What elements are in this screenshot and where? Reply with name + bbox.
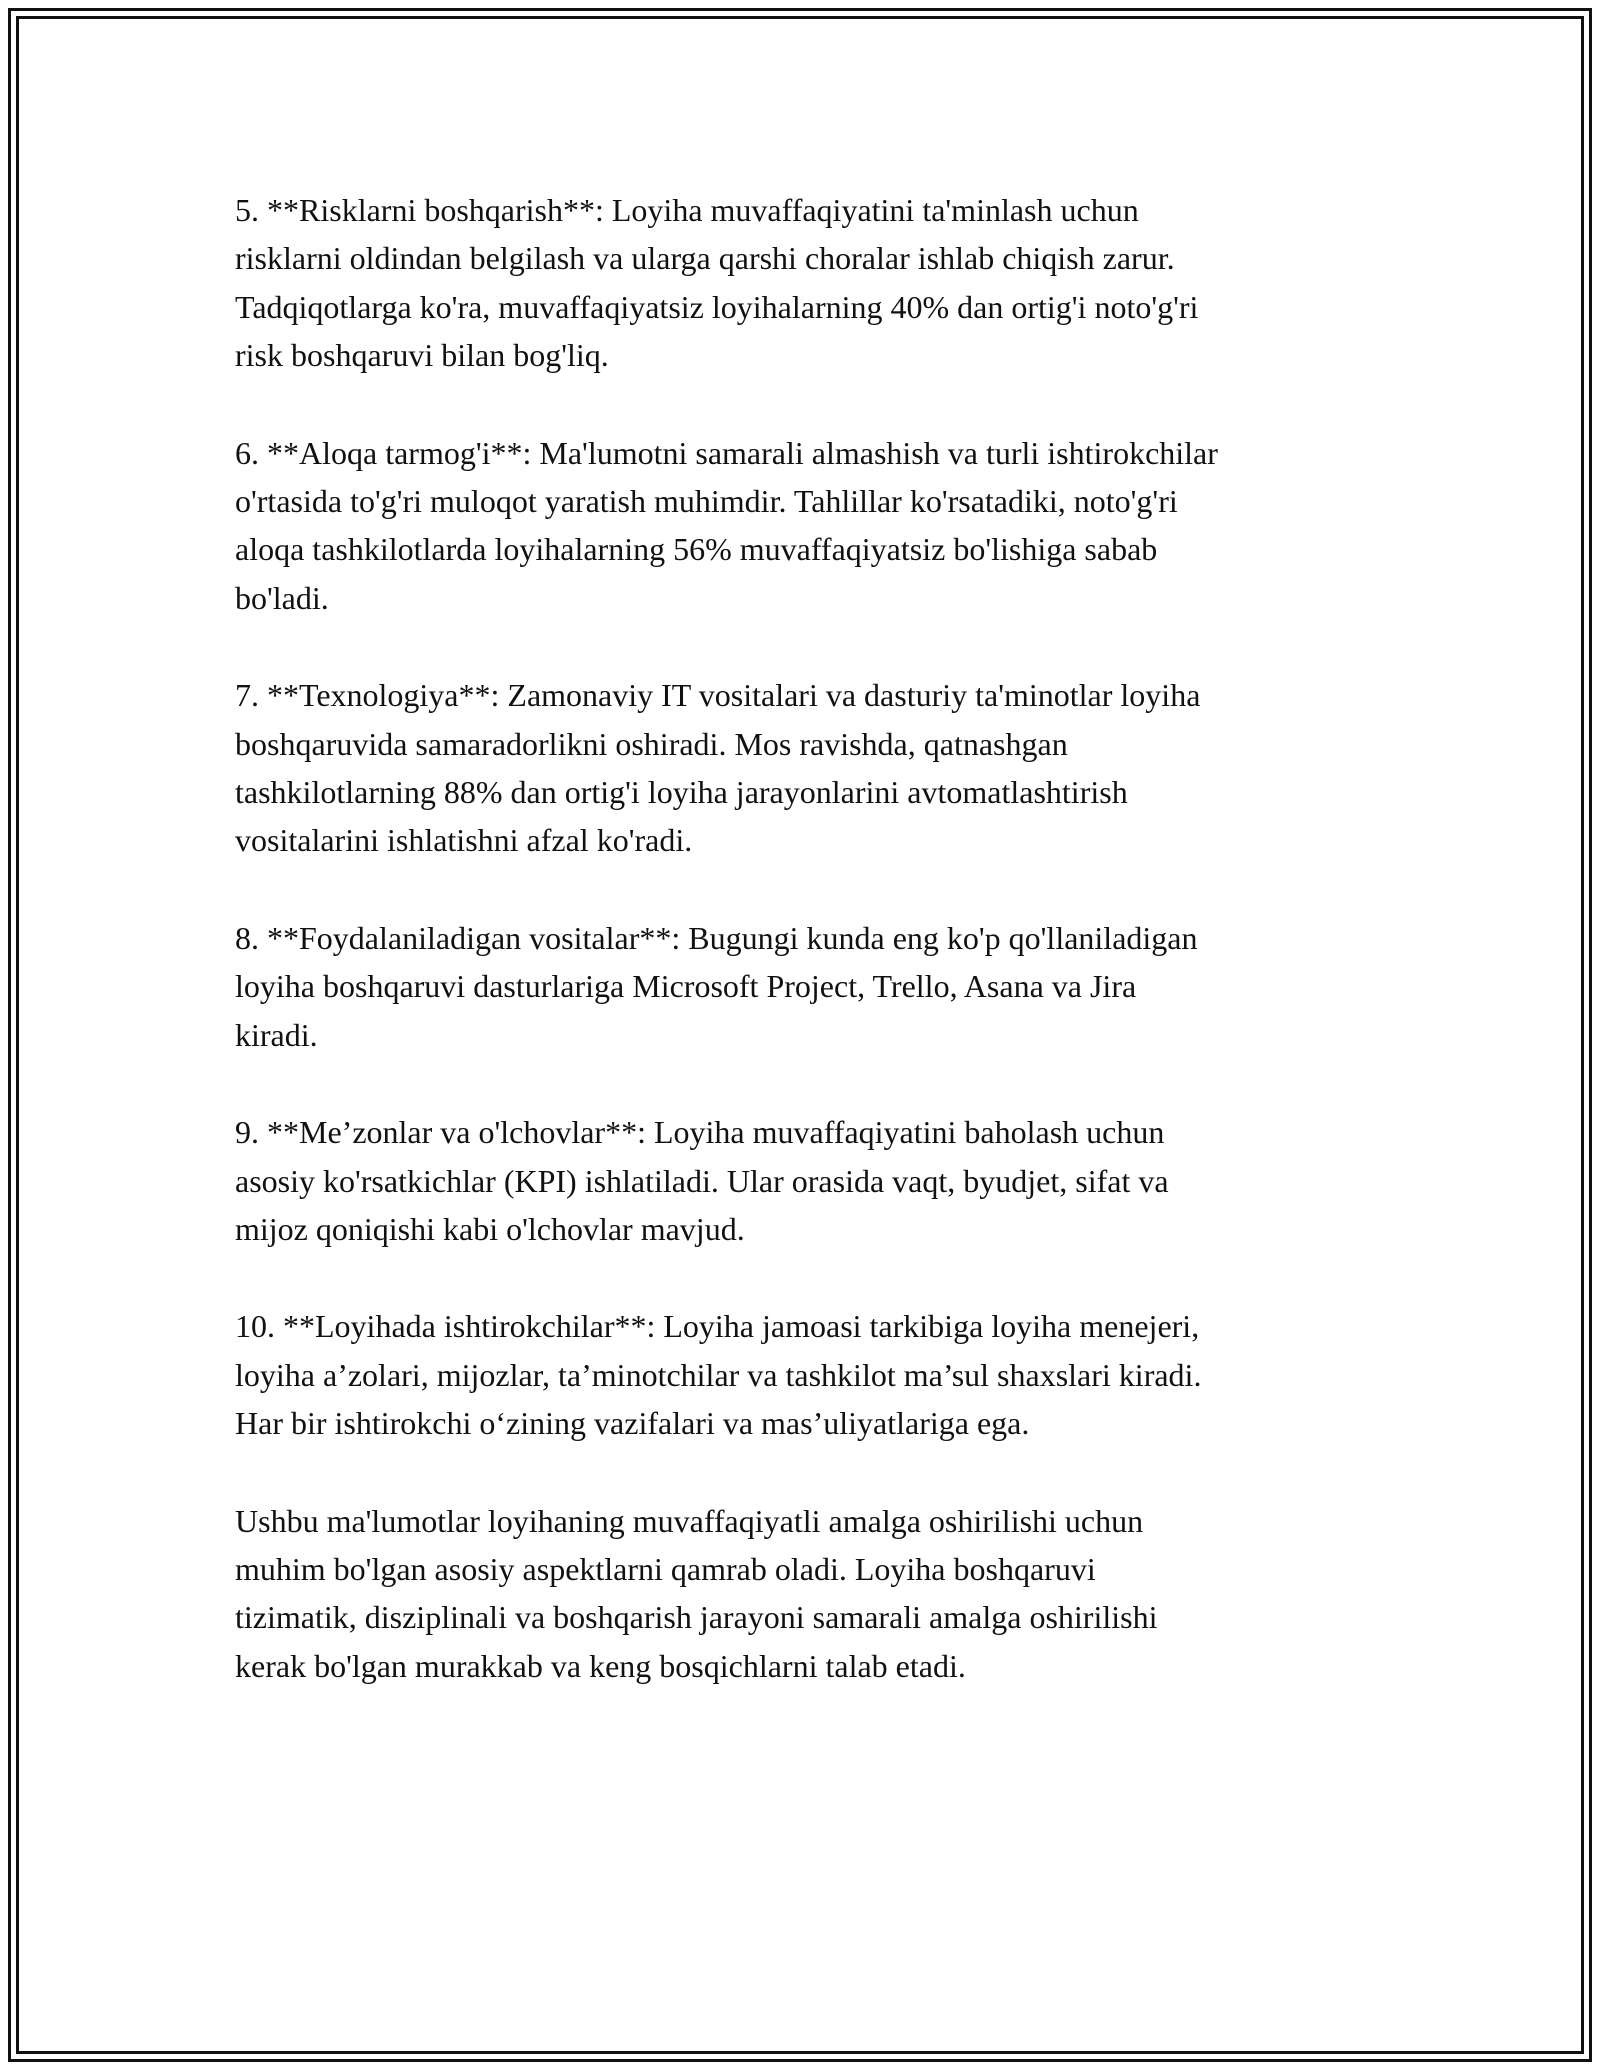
text-line: 7. **Texnologiya**: Zamonaviy IT vositalari va dasturiy ta'minotlar loyiha bbox=[235, 677, 1201, 714]
text-line: o'rtasida to'g'ri muloqot yaratish muhimdir. Tahlillar ko'rsatadiki, noto'g'ri bbox=[235, 483, 1178, 520]
text-line: aloqa tashkilotlarda loyihalarning 56% muvaffaqiyatsiz bo'lishiga sabab bbox=[235, 531, 1158, 568]
paragraph-conclusion bbox=[235, 1497, 1365, 1691]
paragraph-tools bbox=[235, 914, 1365, 1059]
paragraph-communication bbox=[235, 429, 1365, 623]
text-line: loyiha a’zolari, mijozlar, ta’minotchilar va tashkilot ma’sul shaxslari kiradi. bbox=[235, 1356, 1202, 1393]
text-line: muhim bo'lgan asosiy aspektlarni qamrab oladi. Loyiha boshqaruvi bbox=[235, 1550, 1096, 1587]
document-body bbox=[235, 186, 1365, 1739]
text-line: asosiy ko'rsatkichlar (KPI) ishlatiladi. Ular orasida vaqt, byudjet, sifat va bbox=[235, 1162, 1169, 1199]
text-line: tashkilotlarning 88% dan ortig'i loyiha jarayonlarini avtomatlashtirish bbox=[235, 774, 1128, 811]
text-line: boshqaruvida samaradorlikni oshiradi. Mos ravishda, qatnashgan bbox=[235, 725, 1068, 762]
text-line: Ushbu ma'lumotlar loyihaning muvaffaqiyatli amalga oshirilishi uchun bbox=[235, 1502, 1144, 1539]
text-line: 6. **Aloqa tarmog'i**: Ma'lumotni samarali almashish va turli ishtirokchilar bbox=[235, 434, 1218, 471]
text-line: 10. **Loyihada ishtirokchilar**: Loyiha jamoasi tarkibiga loyiha menejeri, bbox=[235, 1308, 1200, 1345]
text-line: mijoz qoniqishi kabi o'lchovlar mavjud. bbox=[235, 1210, 745, 1247]
text-line: loyiha boshqaruvi dasturlariga Microsoft Project, Trello, Asana va Jira bbox=[235, 968, 1137, 1005]
text-line: vositalarini ishlatishni afzal ko'radi. bbox=[235, 822, 693, 859]
paragraph-metrics bbox=[235, 1108, 1365, 1253]
text-line: 8. **Foydalaniladigan vositalar**: Bugungi kunda eng ko'p qo'llaniladigan bbox=[235, 919, 1198, 956]
text-line: 5. **Risklarni boshqarish**: Loyiha muvaffaqiyatini ta'minlash uchun bbox=[235, 192, 1139, 228]
text-line: Tadqiqotlarga ko'ra, muvaffaqiyatsiz loyihalarning 40% dan ortig'i noto'g'ri bbox=[235, 288, 1199, 325]
text-line: 9. **Me’zonlar va o'lchovlar**: Loyiha muvaffaqiyatini baholash uchun bbox=[235, 1114, 1165, 1151]
text-line: kerak bo'lgan murakkab va keng bosqichlarni talab etadi. bbox=[235, 1647, 966, 1684]
text-line: risk boshqaruvi bilan bog'liq. bbox=[235, 337, 609, 374]
text-line: kiradi. bbox=[235, 1016, 318, 1053]
paragraph-risks bbox=[235, 186, 1365, 380]
paragraph-technology bbox=[235, 671, 1365, 865]
text-line: tizimatik, disziplinali va boshqarish jarayoni samarali amalga oshirilishi bbox=[235, 1599, 1158, 1636]
paragraph-participants bbox=[235, 1302, 1365, 1447]
text-line: risklarni oldindan belgilash va ularga qarshi choralar ishlab chiqish zarur. bbox=[235, 240, 1175, 277]
text-line: bo'ladi. bbox=[235, 579, 329, 616]
text-line: Har bir ishtirokchi o‘zining vazifalari va mas’uliyatlariga ega. bbox=[235, 1405, 1030, 1442]
